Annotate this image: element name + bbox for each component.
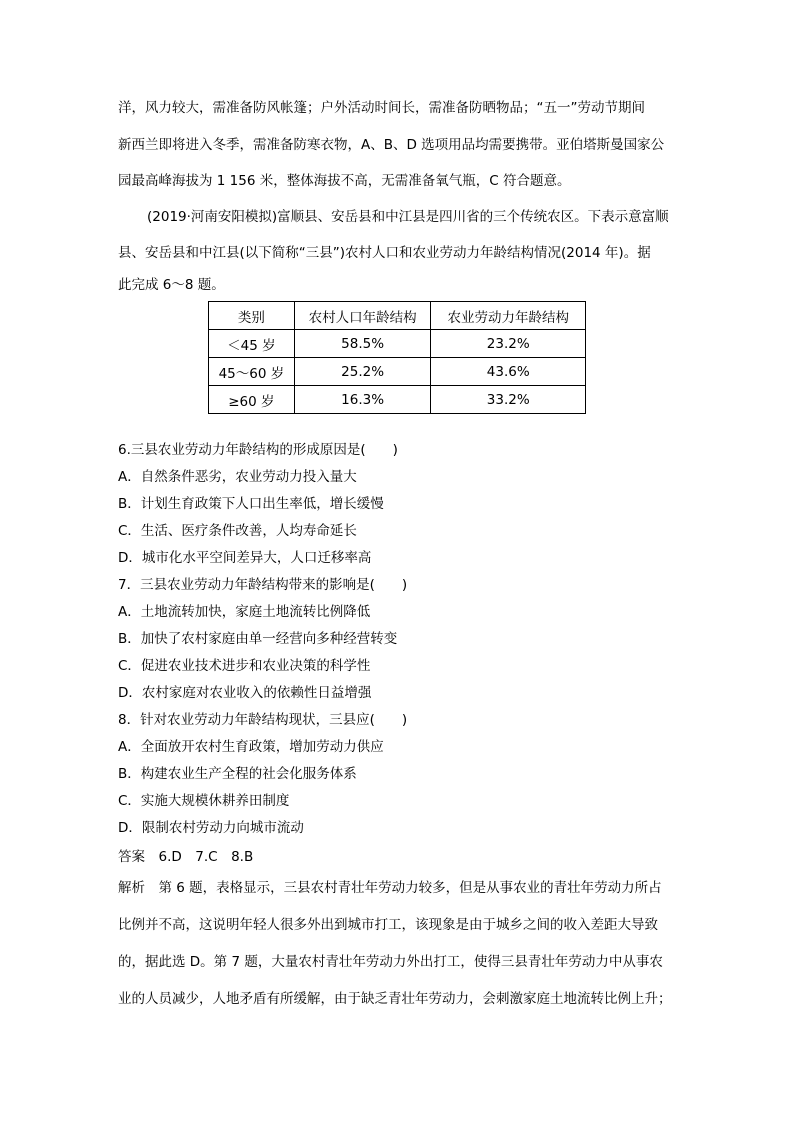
question-option: D．城市化水平空间差异大，人口迁移率高 [118,550,372,566]
table-header-row [209,302,586,330]
table-cell: 16.3% [294,386,431,414]
context-line: 此完成 6～8 题。 [118,277,225,293]
question-stem: 7．三县农业劳动力年龄结构带来的影响是( ) [118,577,408,593]
question-stem: 8．针对农业劳动力年龄结构现状，三县应( ) [118,712,408,728]
table-row [209,358,586,386]
question-option: A．土地流转加快，家庭土地流转比例降低 [118,604,371,620]
analysis-line: 比例并不高，这说明年轻人很多外出到城市打工，该现象是由于城乡之间的收入差距大导致 [118,917,658,933]
table-cell: 58.5% [294,330,431,358]
intro-line: 园最高峰海拔为 1 156 米，整体海拔不高，无需准备氧气瓶，C 符合题意。 [118,173,571,189]
question-stem: 6.三县农业劳动力年龄结构的形成原因是( ) [118,442,398,458]
age-structure-table [208,301,586,414]
question-option: B．加快了农村家庭由单一经营向多种经营转变 [118,631,398,647]
question-option: C．促进农业技术进步和农业决策的科学性 [118,658,371,674]
question-option: D．农村家庭对农业收入的依赖性日益增强 [118,685,372,701]
analysis-line: 业的人员减少，人地矛盾有所缓解，由于缺乏青壮年劳动力，会刺激家庭土地流转比例上升； [118,991,672,1007]
question-option: A．自然条件恶劣，农业劳动力投入量大 [118,469,357,485]
table-cell: ＜45 岁 [209,330,295,358]
question-option: C．生活、医疗条件改善，人均寿命延长 [118,523,357,539]
question-option: D．限制农村劳动力向城市流动 [118,820,304,836]
question-option: B．构建农业生产全程的社会化服务体系 [118,766,357,782]
intro-line: 洋，风力较大，需准备防风帐篷；户外活动时间长，需准备防晒物品；“五一”劳动节期间 [118,100,645,116]
table-header-cell: 农村人口年龄结构 [294,302,431,330]
intro-line: 新西兰即将进入冬季，需准备防寒衣物，A、B、D 选项用品均需要携带。亚伯塔斯曼国家公 [118,137,665,153]
table-header-cell: 农业劳动力年龄结构 [431,302,586,330]
table-cell: 45～60 岁 [209,358,295,386]
table-cell: 43.6% [431,358,586,386]
context-line: 县、安岳县和中江县(以下简称“三县”)农村人口和农业劳动力年龄结构情况(2014 年)。据 [118,245,651,261]
analysis-line: 的，据此选 D。第 7 题，大量农村青壮年劳动力外出打工，使得三县青壮年劳动力中从事农 [118,954,663,970]
question-option: C．实施大规模休耕养田制度 [118,793,290,809]
table-cell: 23.2% [431,330,586,358]
table-cell: ≥60 岁 [209,386,295,414]
table-cell: 25.2% [294,358,431,386]
table-row [209,330,586,358]
question-option: B．计划生育政策下人口出生率低，增长缓慢 [118,496,384,512]
question-option: A．全面放开农村生育政策，增加劳动力供应 [118,739,384,755]
table-cell: 33.2% [431,386,586,414]
table-header-cell: 类别 [209,302,295,330]
answer-line: 答案 6.D 7.C 8.B [118,849,254,865]
analysis-line: 解析 第 6 题，表格显示，三县农村青壮年劳动力较多，但是从事农业的青壮年劳动力所占 [118,880,662,896]
context-line: (2019·河南安阳模拟)富顺县、安岳县和中江县是四川省的三个传统农区。下表示意富顺 [147,209,669,225]
table-row [209,386,586,414]
